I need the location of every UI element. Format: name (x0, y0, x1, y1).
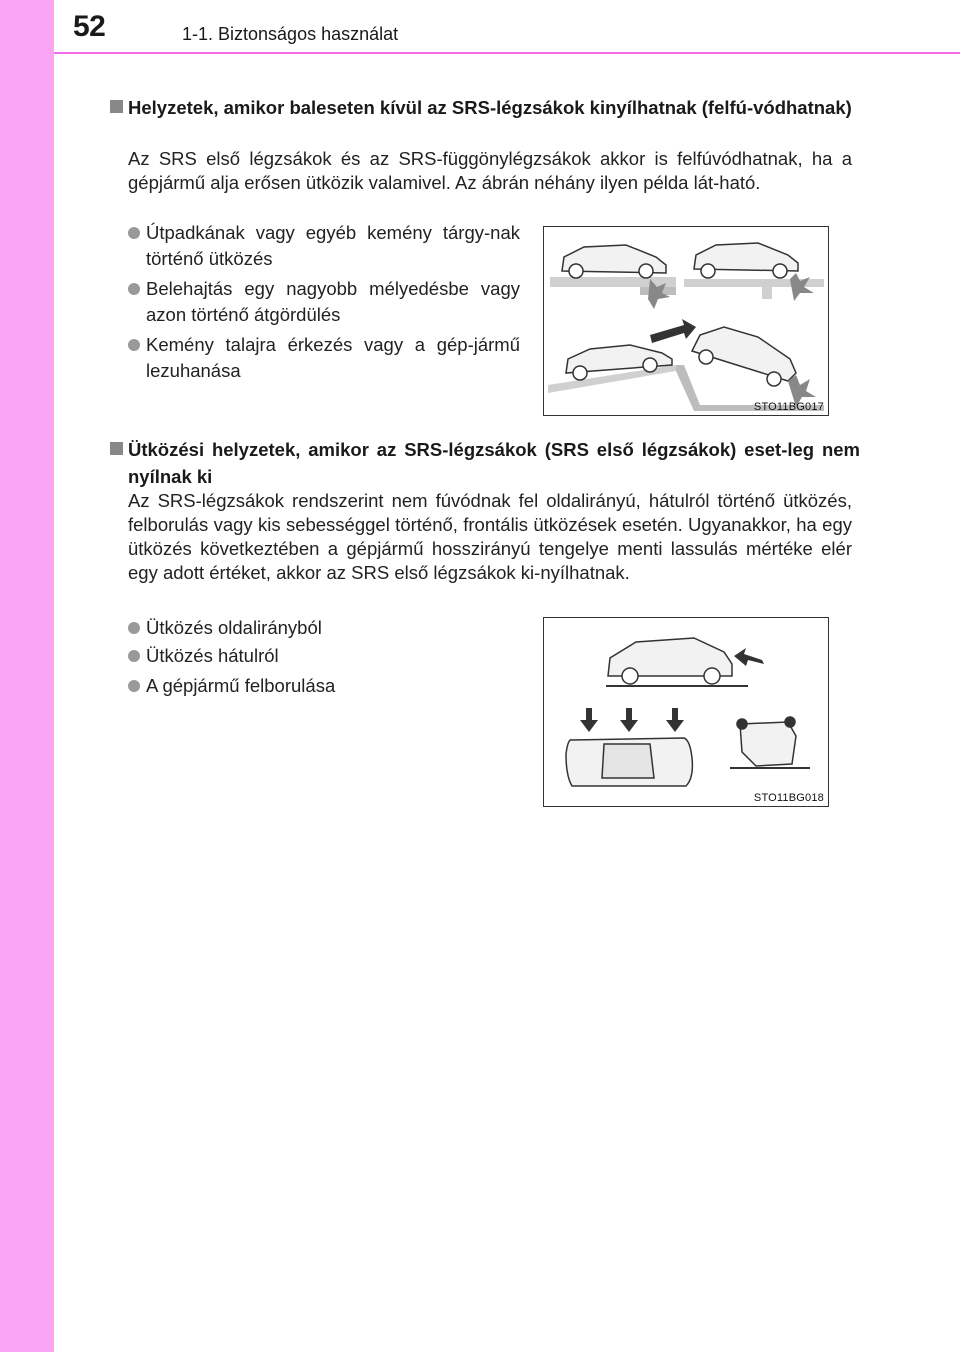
square-bullet-icon (110, 100, 123, 113)
bullet-dot-icon (128, 650, 140, 662)
figure-undercarriage-impact (543, 226, 829, 416)
bullet-dot-icon (128, 680, 140, 692)
section2-bullet-3: A gépjármű felborulása (128, 673, 488, 699)
figure-no-deploy-situations (543, 617, 829, 807)
page-margin-bar (0, 0, 54, 1352)
section1-bullet-2: Belehajtás egy nagyobb mélyedésbe vagy azon történő átgördülés (128, 276, 520, 328)
figure-code: STO11BG017 (753, 401, 824, 413)
collision-types-illustration (544, 618, 828, 806)
section1-heading (110, 94, 860, 121)
section2-heading-text: Ütközési helyzetek, amikor az SRS-légzsákok (SRS első légzsákok) eset-leg nem nyílnak ki (128, 439, 860, 487)
section2-bullet-1: Ütközés oldalirányból (128, 615, 488, 641)
section1-bullet-1: Útpadkának vagy egyéb kemény tárgy-nak történő ütközés (128, 220, 520, 272)
bullet-dot-icon (128, 227, 140, 239)
bullet-dot-icon (128, 283, 140, 295)
chapter-title: 1-1. Biztonságos használat (182, 24, 399, 44)
section1-bullet-3: Kemény talajra érkezés vagy a gép-jármű lezuhanása (128, 332, 520, 384)
square-bullet-icon (110, 442, 123, 455)
section1-intro: Az SRS első légzsákok és az SRS-függönylégzsákok akkor is felfúvódhatnak, ha a gépjármű alja erősen ütközik valamivel. Az ábrán néhány ilyen példa lát-ható. (128, 148, 852, 193)
bullet-dot-icon (128, 339, 140, 351)
car-impact-illustration (544, 227, 828, 415)
page-number: 52 (73, 10, 106, 43)
header-rule (54, 52, 960, 54)
section2-intro: Az SRS-légzsákok rendszerint nem fúvódnak fel oldalirányú, hátulról történő ütközés, felborulás vagy kis sebességgel történő, frontális ütközések esetén. Ugyanakkor, ha egy ütközés következtében a gépjármű hosszirányú tengelye menti lassulás mértéke elér egy adott értéket, akkor az SRS első légzsákok ki-nyílhatnak. (128, 490, 852, 583)
bullet-dot-icon (128, 622, 140, 634)
section2-bullet-2: Ütközés hátulról (128, 643, 488, 669)
section1-heading-text: Helyzetek, amikor baleseten kívül az SRS-légzsákok kinyílhatnak (felfú-vódhatnak) (128, 97, 852, 118)
figure-code: STO11BG018 (753, 792, 824, 804)
section2-heading (110, 436, 860, 490)
